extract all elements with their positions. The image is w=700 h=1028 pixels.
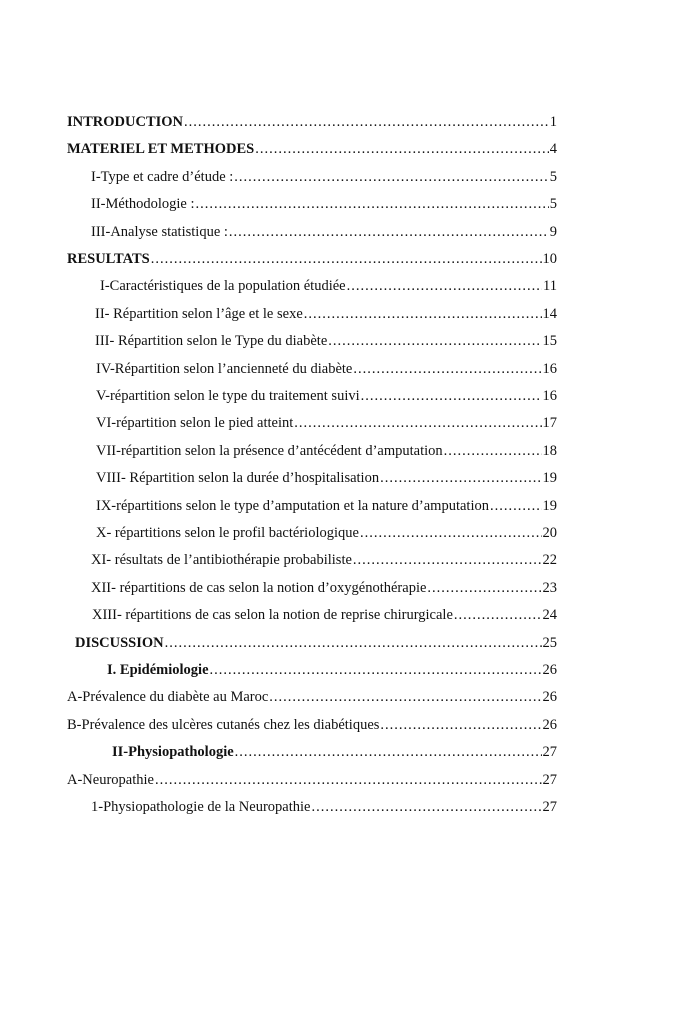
toc-entry-page: 19 — [542, 470, 557, 487]
toc-entry — [0, 278, 557, 298]
toc-entry — [0, 361, 557, 381]
toc-entry-title: I-Type et cadre d’étude : — [91, 168, 234, 185]
toc-entry-page: 14 — [542, 305, 557, 322]
toc-entry-title: VII-répartition selon la présence d’antécédent d’amputation — [96, 442, 443, 459]
toc-entry — [0, 607, 557, 627]
toc-entry-title: IV-Répartition selon l’ancienneté du diabète — [96, 360, 353, 377]
toc-entry-title: II- Répartition selon l’âge et le sexe — [95, 305, 303, 322]
dot-leader — [234, 169, 548, 186]
toc-entry-title: 1-Physiopathologie de la Neuropathie — [91, 799, 311, 815]
dot-leader — [151, 251, 542, 268]
toc-entry-title: XI- résultats de l’antibiothérapie probabiliste — [91, 552, 352, 569]
dot-leader — [235, 744, 542, 761]
dot-leader — [165, 635, 542, 652]
dot-leader — [444, 443, 542, 460]
toc-entry-title: VIII- Répartition selon la durée d’hospitalisation — [96, 470, 380, 487]
toc-entry-page: 10 — [542, 251, 557, 267]
toc-entry — [0, 525, 557, 545]
toc-entry-page: 25 — [542, 634, 557, 651]
toc-entry-page: 24 — [542, 607, 557, 624]
toc-entry-page: 15 — [542, 333, 557, 350]
toc-entry-title: INTRODUCTION — [67, 114, 184, 130]
toc-entry — [0, 251, 557, 271]
dot-leader — [454, 607, 542, 624]
toc-entry-title: DISCUSSION — [75, 634, 164, 651]
toc-entry-title: VI-répartition selon le pied atteint — [96, 415, 294, 432]
toc-entry — [0, 744, 557, 764]
toc-entry-title: II-Physiopathologie — [112, 744, 234, 761]
toc-entry — [0, 772, 557, 792]
toc-entry — [0, 717, 557, 737]
toc-entry-title: I. Epidémiologie — [107, 662, 209, 678]
toc-entry — [0, 388, 557, 408]
toc-entry — [0, 169, 557, 189]
toc-entry — [0, 689, 557, 709]
dot-leader — [361, 388, 542, 405]
dot-leader — [255, 141, 549, 158]
toc-entry — [0, 799, 557, 819]
toc-entry-page: 20 — [542, 525, 557, 541]
toc-entry-title: B-Prévalence des ulcères cutanés chez les diabétiques — [67, 716, 380, 733]
toc-entry-page: 27 — [542, 744, 557, 761]
toc-entry-page: 16 — [542, 360, 557, 377]
toc-entry-title: III- Répartition selon le Type du diabète — [95, 333, 328, 350]
toc-entry — [0, 552, 557, 572]
toc-entry — [0, 498, 557, 518]
toc-entry-title: III-Analyse statistique : — [91, 223, 228, 240]
toc-entry — [0, 333, 557, 353]
toc-entry-page: 4 — [549, 141, 557, 158]
toc-entry-page: 19 — [542, 497, 557, 514]
dot-leader — [427, 580, 541, 597]
toc-entry — [0, 415, 557, 435]
toc-entry-page: 11 — [543, 278, 557, 295]
dot-leader — [360, 525, 542, 542]
dot-leader — [353, 552, 542, 569]
toc-entry — [0, 306, 557, 326]
dot-leader — [347, 278, 542, 295]
toc-entry — [0, 114, 557, 134]
toc-entry-page: 16 — [542, 388, 557, 404]
toc-entry-title: XIII- répartitions de cas selon la notion de reprise chirurgicale — [92, 607, 453, 624]
toc-entry-title: A-Prévalence du diabète au Maroc — [67, 689, 269, 706]
toc-entry-page: 17 — [542, 415, 557, 432]
toc-entry-title: IX-répartitions selon le type d’amputation et la nature d’amputation — [96, 497, 489, 514]
toc-entry-title: XII- répartitions de cas selon la notion d’oxygénothérapie — [91, 579, 427, 596]
dot-leader — [353, 361, 541, 378]
toc-entry-page: 26 — [542, 689, 557, 706]
toc-entry — [0, 470, 557, 490]
toc-entry-title: A-Neuropathie — [67, 771, 154, 788]
toc-entry-title: I-Caractéristiques de la population étudiée — [100, 278, 346, 295]
toc-entry — [0, 141, 557, 161]
toc-entry-page: 5 — [549, 168, 557, 185]
dot-leader — [184, 114, 549, 131]
toc-entry-title: MATERIEL ET METHODES — [67, 141, 255, 158]
toc-entry-page: 27 — [542, 799, 557, 815]
toc-entry — [0, 196, 557, 216]
dot-leader — [328, 333, 541, 350]
dot-leader — [155, 772, 542, 789]
toc-entry — [0, 443, 557, 463]
toc-entry-page: 27 — [542, 771, 557, 788]
toc-entry-page: 23 — [542, 579, 557, 596]
toc-entry-page: 1 — [549, 114, 557, 130]
toc-entry-title: II-Méthodologie : — [91, 196, 195, 213]
dot-leader — [196, 196, 549, 213]
dot-leader — [229, 224, 549, 241]
toc-entry — [0, 580, 557, 600]
toc-entry-page: 5 — [549, 196, 557, 213]
dot-leader — [304, 306, 542, 323]
dot-leader — [294, 415, 541, 432]
toc-entry — [0, 635, 557, 655]
toc-entry-page: 9 — [549, 223, 557, 240]
toc-entry-page: 18 — [542, 442, 557, 459]
dot-leader — [380, 470, 541, 487]
dot-leader — [311, 799, 541, 816]
toc-entry-title: RESULTATS — [67, 251, 150, 267]
toc-entry — [0, 224, 557, 244]
toc-entry — [0, 662, 557, 682]
toc-entry-title: V-répartition selon le type du traitement suivi — [96, 388, 360, 404]
toc-entry-page: 26 — [542, 716, 557, 733]
dot-leader — [380, 717, 541, 734]
dot-leader — [269, 689, 541, 706]
dot-leader — [210, 662, 542, 679]
dot-leader — [490, 498, 542, 515]
toc-entry-title: X- répartitions selon le profil bactériologique — [96, 525, 359, 541]
toc-entry-page: 26 — [542, 662, 557, 678]
toc-entry-page: 22 — [542, 552, 557, 569]
